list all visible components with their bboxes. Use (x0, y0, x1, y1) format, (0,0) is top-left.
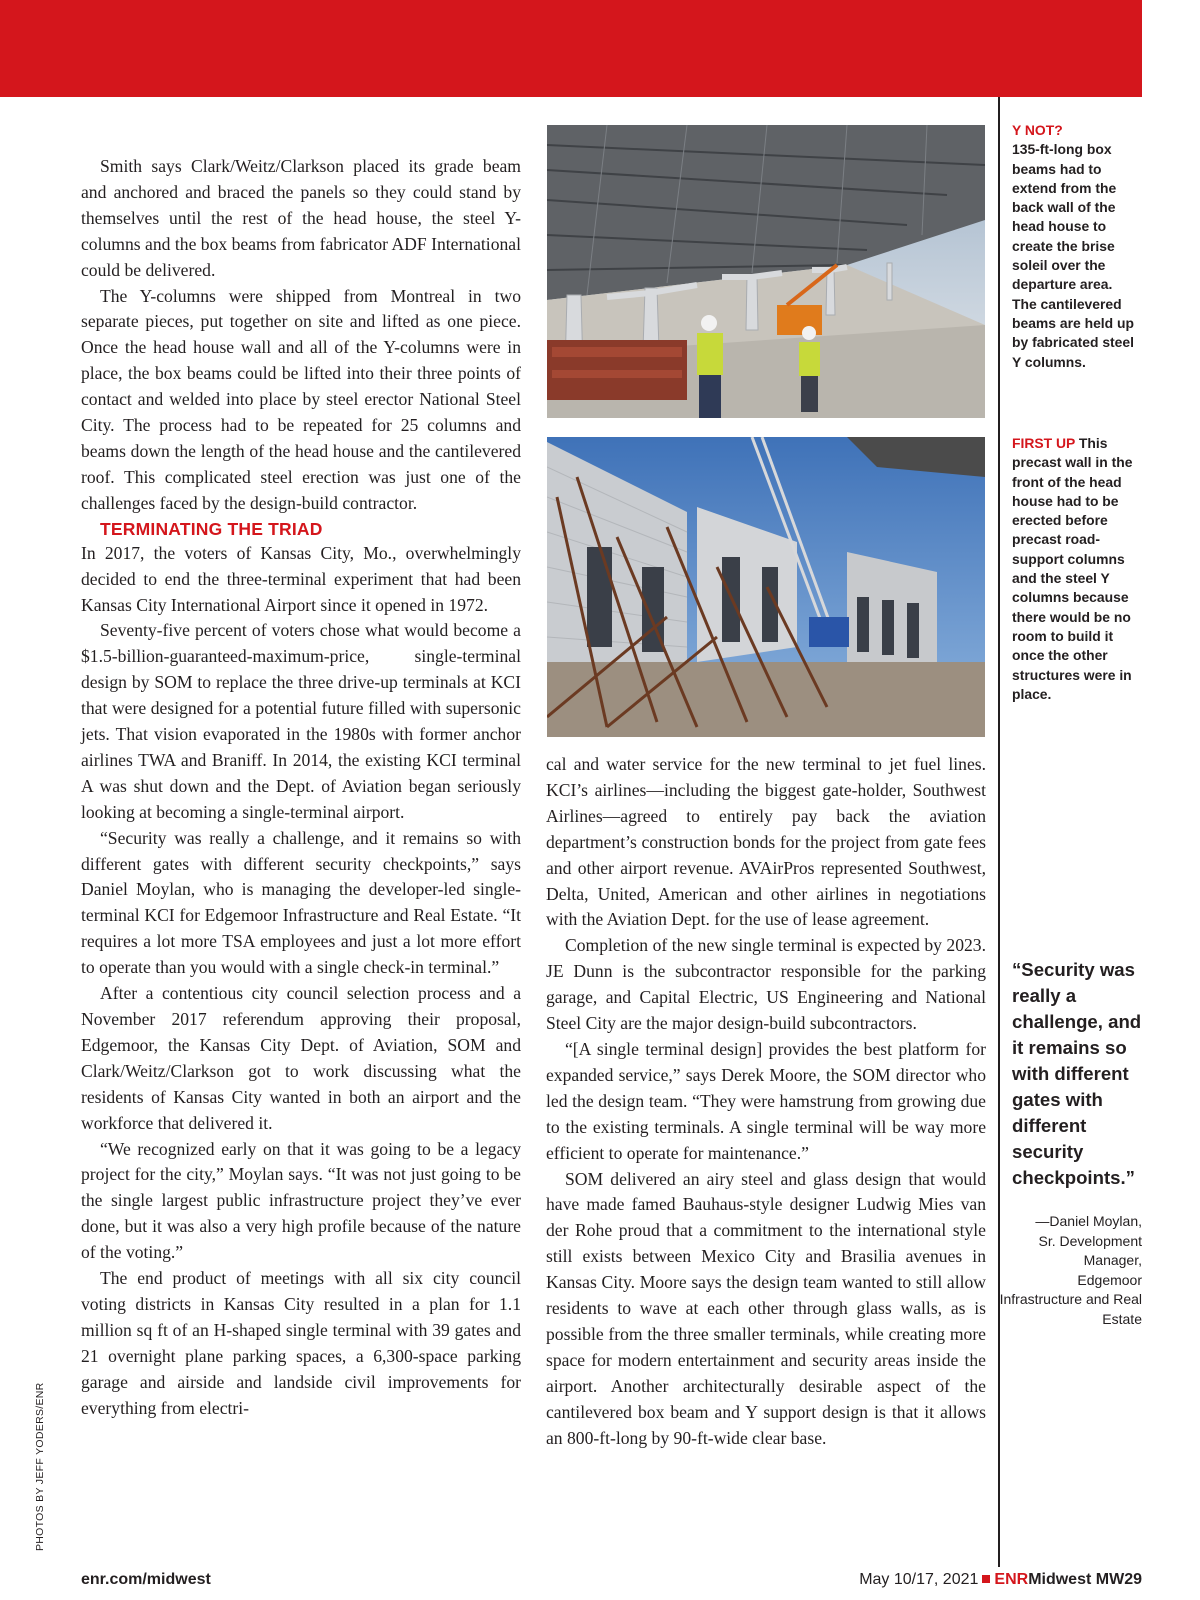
caption-head: Y NOT? (1012, 122, 1063, 138)
sidebar-divider (998, 97, 1000, 1567)
body-paragraph: cal and water service for the new terminal to jet fuel lines. KCI’s airlines—including the biggest gate-holder, Southwest Airlines—agreed to entirely pay back the aviation department’s construction bonds for the project from gate fees and other airport revenue. AVAirPros represented Southwest, Delta, United, American and other airlines in negotiations with the Aviation Dept. for the use of lease agreement. (546, 754, 986, 930)
photo-caption-y-not (1012, 121, 1140, 372)
footer-folio (859, 1571, 1142, 1589)
body-paragraph: “We recognized early on that it was going to be a legacy project for the city,” Moylan says. “It was not just going to be the single largest public infrastructure project they’ve ever done, but it was also a very high profile because of the nature of the voting.” (81, 1138, 521, 1263)
page-number: MW29 (1095, 1571, 1142, 1588)
body-paragraph: “[A single terminal design] provides the best platform for expanded service,” says Derek Moore, the SOM director who led the design team. “They were hamstrung from growing due to the existing terminals. A single terminal will be way more efficient to operate for maintenance.” (546, 1038, 986, 1163)
body-paragraph: Completion of the new single terminal is expected by 2023. JE Dunn is the subcontractor responsible for the parking garage, and Capital Electric, US Engineering and National Steel City are the major design-build subcontractors. (546, 935, 986, 1034)
attribution-name: —Daniel Moylan, (1035, 1213, 1142, 1229)
photo-y-columns (547, 125, 985, 418)
section-subhead: TERMINATING THE TRIAD (100, 518, 323, 539)
footer-brand: ENR (994, 1571, 1029, 1588)
body-paragraph: The end product of meetings with all six city council voting districts in Kansas City resulted in a plan for 1.1 million sq ft of an H-shaped single terminal with 39 gates and 21 overnight plane parking spaces, a 6,300-space parking garage and airside and landside civil improvements for everything from electri- (81, 1268, 521, 1418)
body-paragraph: “Security was really a challenge, and it remains so with different gates with different security checkpoints,” says Daniel Moylan, who is managing the developer-led single-terminal KCI for Edgemoor Infrastructure and Real Estate. “It requires a lot more TSA employees and just a lot more effort to operate than you would with a single check-in terminal.” (81, 827, 521, 978)
article-column-right (546, 752, 986, 1451)
square-bullet-icon (982, 1575, 990, 1583)
caption-head: FIRST UP (1012, 435, 1076, 451)
caption-body: 135-ft-long box beams had to extend from the back wall of the head house to create the brise soleil over the departure area. The cantilevered beams are held up by fabricated steel Y columns. (1012, 141, 1134, 370)
body-paragraph: After a contentious city council selection process and a November 2017 referendum approving their proposal, Edgemoor, the Kansas City Dept. of Aviation, SOM and Clark/Weitz/Clarkson got to work discussing what the residents of Kansas City wanted in both an airport and the workforce that delivered it. (81, 983, 521, 1133)
footer-edition: Midwest (1028, 1571, 1092, 1588)
pull-quote-attribution (996, 1212, 1142, 1329)
top-color-band (0, 0, 1142, 97)
photo-caption-first-up (1012, 434, 1140, 704)
body-paragraph: Smith says Clark/Weitz/Clarkson placed its grade beam and anchored and braced the panels so they could stand by themselves until the rest of the head house, the steel Y-columns and the box beams from fabricator ADF International could be delivered. (81, 156, 521, 280)
photo-credit: PHOTOS BY JEFF YODERS/ENR (34, 1382, 46, 1551)
article-column-left (81, 154, 521, 1422)
footer-url: enr.com/midwest (81, 1571, 211, 1588)
body-paragraph: Seventy-five percent of voters chose what would become a $1.5-billion-guaranteed-maximum-price, single-terminal design by SOM to replace the three drive-up terminals at KCI that were designed for a potential future filled with supersonic jets. That vision evaporated in the 1980s with former anchor airlines TWA and Braniff. In 2014, the existing KCI terminal A was shut down and the Dept. of Aviation began seriously looking at becoming a single-terminal airport. (81, 620, 521, 822)
photo-precast-wall (547, 437, 985, 737)
attribution-org: Edgemoor Infrastructure and Real Estate (999, 1271, 1142, 1327)
body-paragraph: The Y-columns were shipped from Montreal in two separate pieces, put together on site and lifted as one piece. Once the head house wall and all of the Y-columns were in place, the box beams could be lifted into their three points of contact and welded into place by steel erector National Steel City. The process had to be repeated for 25 columns and beams down the length of the head house and the cantilevered roof. This complicated steel erection was just one of the challenges faced by the design-build contractor. (81, 285, 521, 513)
body-paragraph: SOM delivered an airy steel and glass design that would have made famed Bauhaus-style designer Ludwig Mies van der Rohe proud that a commitment to the international style still exists between Mexico City and Brasilia avenues in Kansas City. Moore says the design team wanted to still allow residents to wave at each other through glass walls, as is possible from the three smaller terminals, while creating more space for modern entertainment and security areas inside the airport. Another architecturally desirable aspect of the cantilevered box beam and Y support design is that it allows an 800-ft-long by 90-ft-wide clear base. (546, 1168, 986, 1448)
pull-quote: “Security was really a challenge, and it remains so with different gates with different security checkpoints.” (1012, 959, 1142, 1188)
body-paragraph: In 2017, the voters of Kansas City, Mo., overwhelmingly decided to end the three-terminal experiment that had been Kansas City International Airport since it opened in 1972. (81, 542, 521, 615)
attribution-title: Sr. Development Manager, (1038, 1232, 1142, 1268)
caption-body: This precast wall in the front of the head house had to be erected before precast road-support columns and the steel Y columns because there would be no room to build it once the other structures were in place. (1012, 435, 1133, 702)
footer-date: May 10/17, 2021 (859, 1571, 979, 1588)
